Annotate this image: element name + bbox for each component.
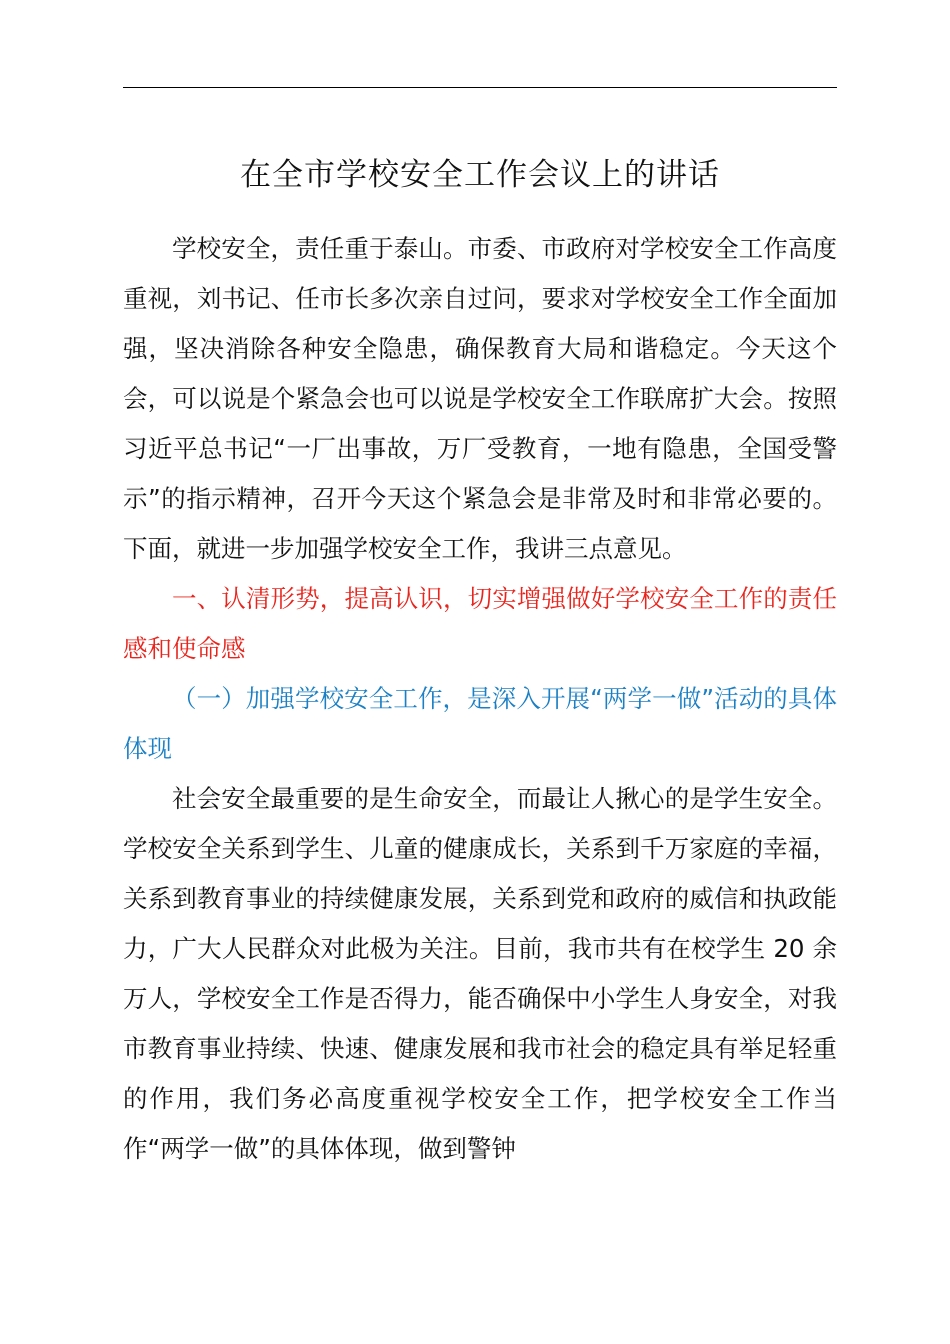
intro-paragraph: 学校安全，责任重于泰山。市委、市政府对学校安全工作高度重视，刘书记、任市长多次亲自过问，要求对学校安全工作全面加强，坚决消除各种安全隐患，确保教育大局和谐稳定。今天这个会，可以说是个紧急会也可以说是学校安全工作联席扩大会。按照习近平总书记“一厂出事故，万厂受教育，一地有隐患，全国受警示”的指示精神，召开今天这个紧急会是非常及时和非常必要的。下面，就进一步加强学校安全工作，我讲三点意见。 [123, 234, 837, 563]
document-body [123, 224, 837, 1174]
section-heading-1: 一、认清形势，提高认识，切实增强做好学校安全工作的责任感和使命感 [123, 584, 837, 663]
subsection-heading-1: （一）加强学校安全工作，是深入开展“两学一做”活动的具体体现 [123, 684, 837, 763]
body-paragraph-2: 社会安全最重要的是生命安全，而最让人揪心的是学生安全。学校安全关系到学生、儿童的健康成长，关系到千万家庭的幸福，关系到教育事业的持续健康发展，关系到党和政府的威信和执政能力，广大人民群众对此极为关注。目前，我市共有在校学生 20 余万人，学校安全工作是否得力，能否确保中小学生人身安全，对我市教育事业持续、快速、健康发展和我市社会的稳定具有举足轻重的作用，我们务必高度重视学校安全工作，把学校安全工作当作“两学一做”的具体体现，做到警钟 [123, 784, 837, 1163]
header-rule [123, 87, 837, 88]
document-title: 在全市学校安全工作会议上的讲话 [240, 157, 720, 193]
